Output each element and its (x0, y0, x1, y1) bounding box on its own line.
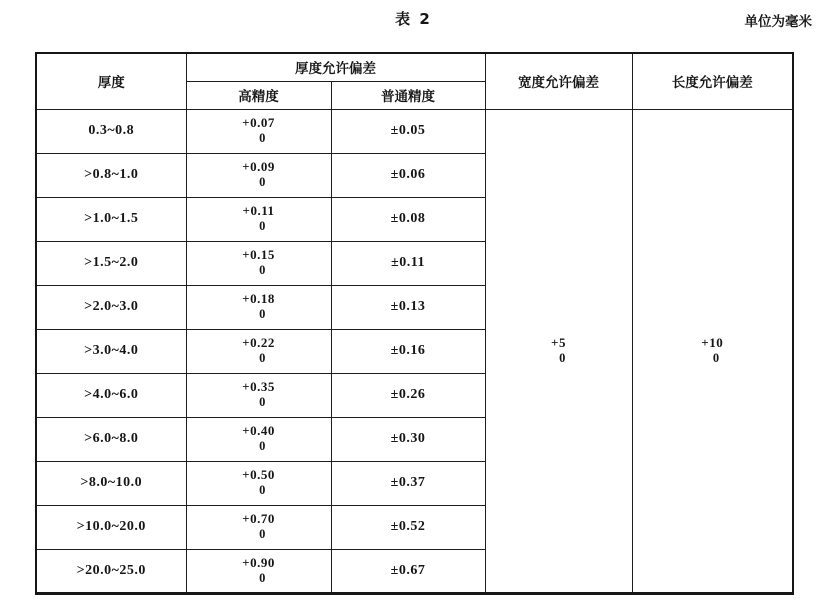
width-tolerance-cell (485, 109, 632, 593)
tolerance-upper: 0.11 (250, 203, 275, 219)
thickness-cell: >1.0~1.5 (36, 197, 186, 241)
high-precision-cell (186, 109, 331, 153)
normal-precision-cell: ±0.05 (331, 109, 485, 153)
tolerance-sign: + (242, 423, 251, 439)
high-precision-cell (186, 153, 331, 197)
tolerance-value (242, 512, 275, 541)
col-header-thickness: 厚度 (36, 53, 186, 109)
tolerance-upper: 0.50 (250, 467, 275, 483)
tolerance-sign: + (701, 334, 710, 350)
tolerance-upper: 0.22 (250, 335, 275, 351)
high-precision-cell (186, 505, 331, 549)
normal-precision-cell: ±0.52 (331, 505, 485, 549)
unit-note: 单位为毫米 (744, 14, 812, 30)
normal-precision-cell: ±0.06 (331, 153, 485, 197)
tolerance-lower: 0 (259, 351, 266, 366)
tolerance-upper: 0.70 (250, 511, 275, 527)
tolerance-value (242, 116, 275, 145)
tolerance-upper: 0.35 (250, 379, 275, 395)
tolerance-value (242, 336, 275, 365)
thickness-cell: >3.0~4.0 (36, 329, 186, 373)
col-header-normal-precision: 普通精度 (331, 81, 485, 109)
thickness-cell: >0.8~1.0 (36, 153, 186, 197)
thickness-cell: 0.3~0.8 (36, 109, 186, 153)
tolerance-value (242, 160, 275, 189)
high-precision-cell (186, 241, 331, 285)
tolerance-value (242, 556, 275, 585)
tolerance-value (242, 292, 275, 321)
tolerance-upper: 10 (709, 334, 724, 350)
normal-precision-cell: ±0.37 (331, 461, 485, 505)
thickness-cell: >8.0~10.0 (36, 461, 186, 505)
high-precision-cell (186, 197, 331, 241)
tolerance-lower: 0 (712, 350, 720, 365)
tolerance-lower: 0 (259, 175, 266, 190)
tolerance-upper: 0.90 (250, 554, 275, 570)
tolerance-sign: + (242, 203, 251, 219)
tolerance-sign: + (242, 291, 251, 307)
tolerance-lower: 0 (559, 350, 566, 365)
thickness-cell: >1.5~2.0 (36, 241, 186, 285)
tolerance-sign: + (242, 247, 251, 263)
tolerance-upper: 0.09 (250, 159, 275, 175)
thickness-cell: >4.0~6.0 (36, 373, 186, 417)
tolerance-sign: + (242, 159, 251, 175)
normal-precision-cell: ±0.16 (331, 329, 485, 373)
tolerance-upper: 0.18 (250, 291, 275, 307)
tolerance-table (35, 52, 794, 595)
thickness-cell: >20.0~25.0 (36, 549, 186, 593)
tolerance-sign: + (242, 379, 251, 395)
tolerance-value (701, 336, 723, 365)
tolerance-value (242, 468, 275, 497)
high-precision-cell (186, 285, 331, 329)
col-header-thickness-tolerance: 厚度允许偏差 (186, 53, 485, 81)
normal-precision-cell: ±0.11 (331, 241, 485, 285)
tolerance-lower: 0 (259, 483, 266, 498)
tolerance-lower: 0 (259, 307, 266, 322)
table-header (36, 53, 793, 109)
tolerance-upper: 0.40 (250, 423, 275, 439)
normal-precision-cell: ±0.08 (331, 197, 485, 241)
tolerance-sign: + (242, 511, 251, 527)
tolerance-lower: 0 (259, 131, 266, 146)
high-precision-cell (186, 417, 331, 461)
tolerance-value (242, 248, 275, 277)
tolerance-sign: + (551, 334, 559, 350)
high-precision-cell (186, 329, 331, 373)
normal-precision-cell: ±0.67 (331, 549, 485, 593)
thickness-cell: >10.0~20.0 (36, 505, 186, 549)
tolerance-sign: + (242, 467, 251, 483)
tolerance-value (242, 424, 275, 453)
tolerance-sign: + (242, 115, 251, 131)
tolerance-lower: 0 (259, 263, 266, 278)
tolerance-sign: + (242, 335, 251, 351)
table-body (36, 109, 793, 593)
tolerance-upper: 5 (558, 334, 566, 350)
tolerance-lower: 0 (259, 570, 266, 585)
tolerance-value (242, 380, 275, 409)
length-tolerance-cell (632, 109, 793, 593)
tolerance-lower: 0 (259, 219, 266, 234)
thickness-cell: >2.0~3.0 (36, 285, 186, 329)
tolerance-upper: 0.07 (250, 115, 275, 131)
high-precision-cell (186, 461, 331, 505)
tolerance-value (243, 204, 275, 233)
col-header-width-tolerance: 宽度允许偏差 (485, 53, 632, 109)
tolerance-lower: 0 (259, 439, 266, 454)
tolerance-lower: 0 (259, 527, 266, 542)
col-header-high-precision: 高精度 (186, 81, 331, 109)
thickness-cell: >6.0~8.0 (36, 417, 186, 461)
high-precision-cell (186, 373, 331, 417)
tolerance-value (551, 336, 566, 365)
normal-precision-cell: ±0.13 (331, 285, 485, 329)
col-header-length-tolerance: 长度允许偏差 (632, 53, 793, 109)
header-row-1 (36, 53, 793, 81)
tolerance-lower: 0 (259, 395, 266, 410)
normal-precision-cell: ±0.26 (331, 373, 485, 417)
high-precision-cell (186, 549, 331, 593)
tolerance-sign: + (242, 554, 251, 570)
tolerance-upper: 0.15 (250, 247, 275, 263)
normal-precision-cell: ±0.30 (331, 417, 485, 461)
table-title: 表 2 (395, 10, 432, 28)
table-row (36, 109, 793, 153)
